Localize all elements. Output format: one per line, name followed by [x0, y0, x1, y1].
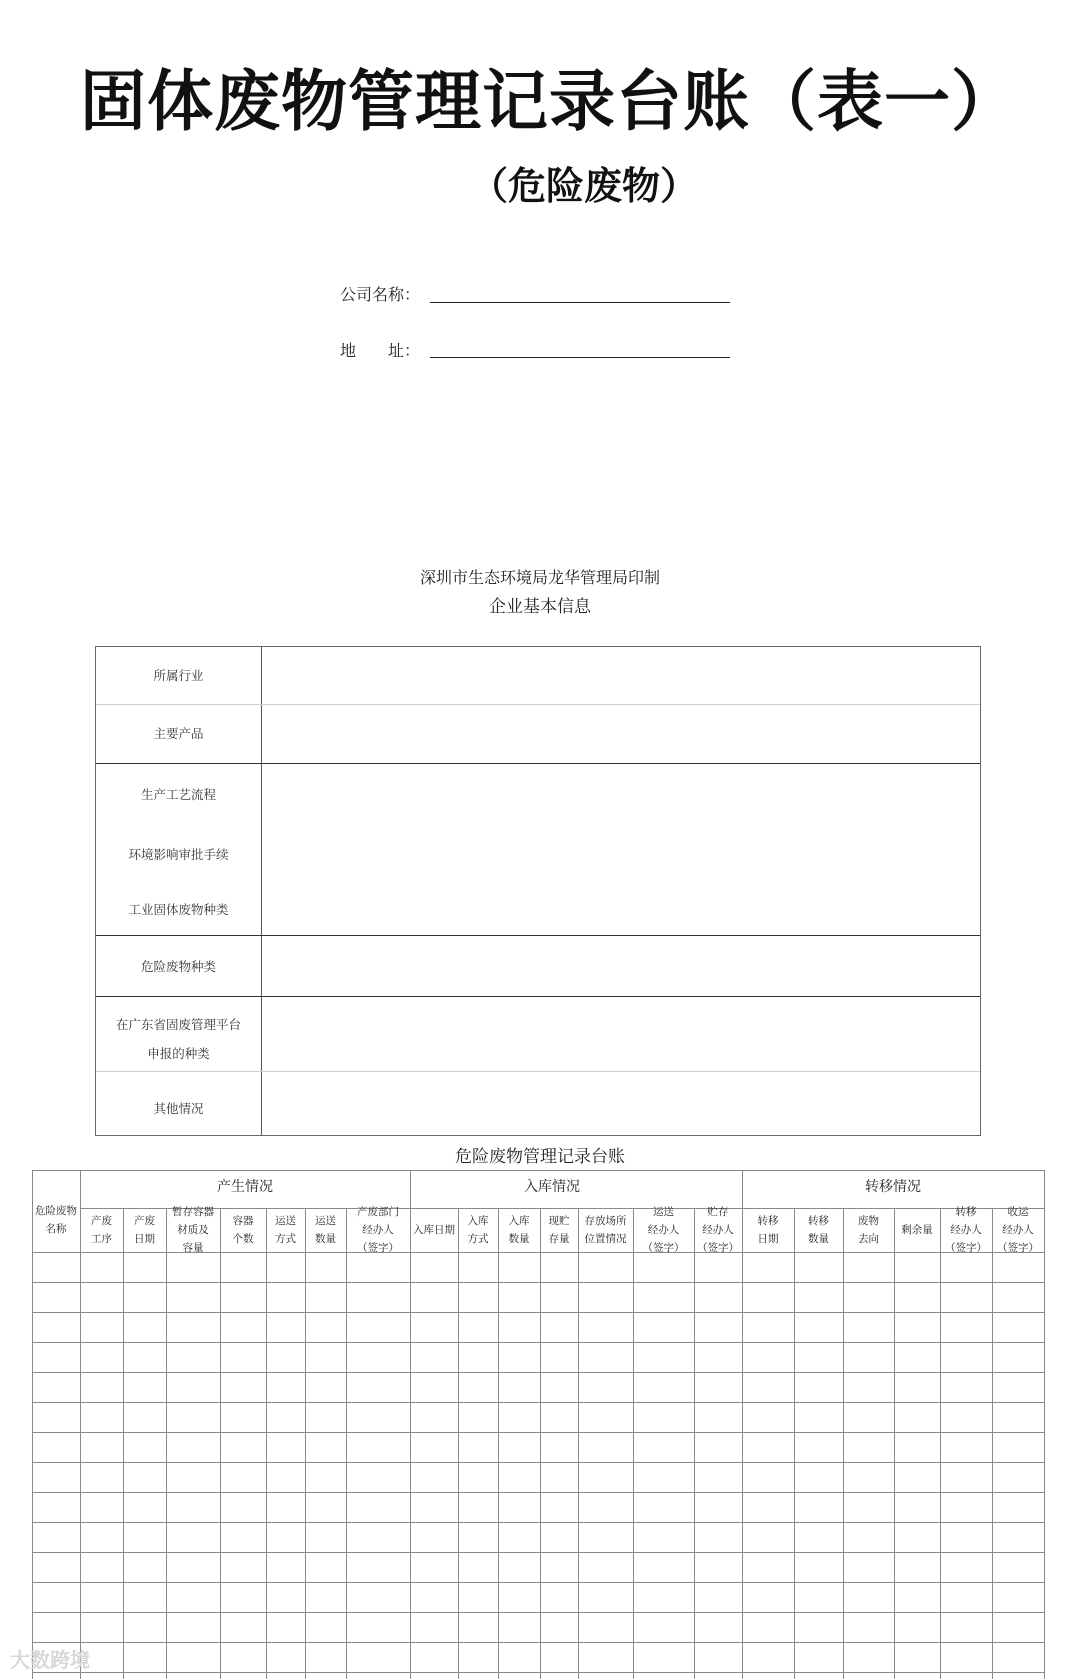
- column-header-3: 暂存容器 材质及 容量: [172, 1206, 214, 1254]
- ledger-title: 危险废物管理记录台账: [455, 1147, 625, 1167]
- column-header-17: 废物 去向: [858, 1215, 879, 1245]
- column-header-19: 转移 经办人 （签字）: [945, 1206, 987, 1254]
- company-name-label: 公司名称：: [340, 285, 421, 304]
- row-label-other: 其他情况: [153, 1101, 204, 1116]
- group-transfer: 转移情况: [865, 1179, 921, 1195]
- ledger-table: [32, 1170, 1044, 1679]
- row-label-platform-2: 申报的种类: [147, 1046, 210, 1061]
- basic-info-title: 企业基本信息: [489, 597, 591, 617]
- row-label-products: 主要产品: [153, 726, 204, 741]
- column-header-5: 运送 方式: [275, 1215, 296, 1245]
- column-header-2: 产废 日期: [134, 1215, 155, 1245]
- row-label-eia: 环境影响审批手续: [128, 847, 229, 862]
- column-header-4: 容器 个数: [232, 1215, 254, 1245]
- row-label-industry: 所属行业: [153, 668, 204, 683]
- column-header-8: 入库日期: [413, 1224, 455, 1236]
- document-title: 固体废物管理记录台账（表一）: [80, 62, 1018, 140]
- column-header-13: 运送 经办人 （签字）: [642, 1206, 685, 1254]
- company-name-line[interactable]: [430, 302, 730, 303]
- column-header-7: 产废部门 经办人 （签字）: [357, 1206, 399, 1254]
- enterprise-info-table: [95, 646, 981, 1136]
- column-header-15: 转移 日期: [757, 1215, 779, 1245]
- address-label: 地 址：: [340, 341, 421, 360]
- row-label-platform-1: 在广东省固废管理平台: [115, 1017, 241, 1032]
- row-label-industrial-waste: 工业固体废物种类: [128, 902, 229, 917]
- row-label-hazardous-waste: 危险废物种类: [140, 959, 216, 974]
- column-header-18: 剩余量: [901, 1224, 933, 1236]
- watermark: 大数跨境: [10, 1648, 90, 1672]
- column-header-20: 收运 经办人 （签字）: [997, 1206, 1039, 1254]
- column-header-10: 入库 数量: [508, 1215, 530, 1245]
- column-header-6: 运送 数量: [315, 1215, 336, 1245]
- row-label-process: 生产工艺流程: [140, 787, 216, 802]
- column-header-16: 转移 数量: [808, 1215, 829, 1245]
- group-storage: 入库情况: [524, 1179, 580, 1195]
- info-table-divider: [261, 647, 262, 1135]
- column-header-11: 现贮 存量: [548, 1215, 570, 1245]
- group-generation: 产生情况: [217, 1179, 273, 1195]
- column-header-waste-name: 危险废物 名称: [35, 1205, 77, 1235]
- address-line[interactable]: [430, 357, 730, 358]
- column-header-1: 产废 工序: [91, 1215, 112, 1245]
- document-subtitle: （危险废物）: [470, 163, 699, 208]
- printer-note: 深圳市生态环境局龙华管理局印制: [419, 568, 660, 587]
- column-header-12: 存放场所 位置情况: [584, 1215, 627, 1245]
- column-header-14: 贮存 经办人 （签字）: [697, 1206, 739, 1254]
- column-header-9: 入库 方式: [467, 1215, 489, 1245]
